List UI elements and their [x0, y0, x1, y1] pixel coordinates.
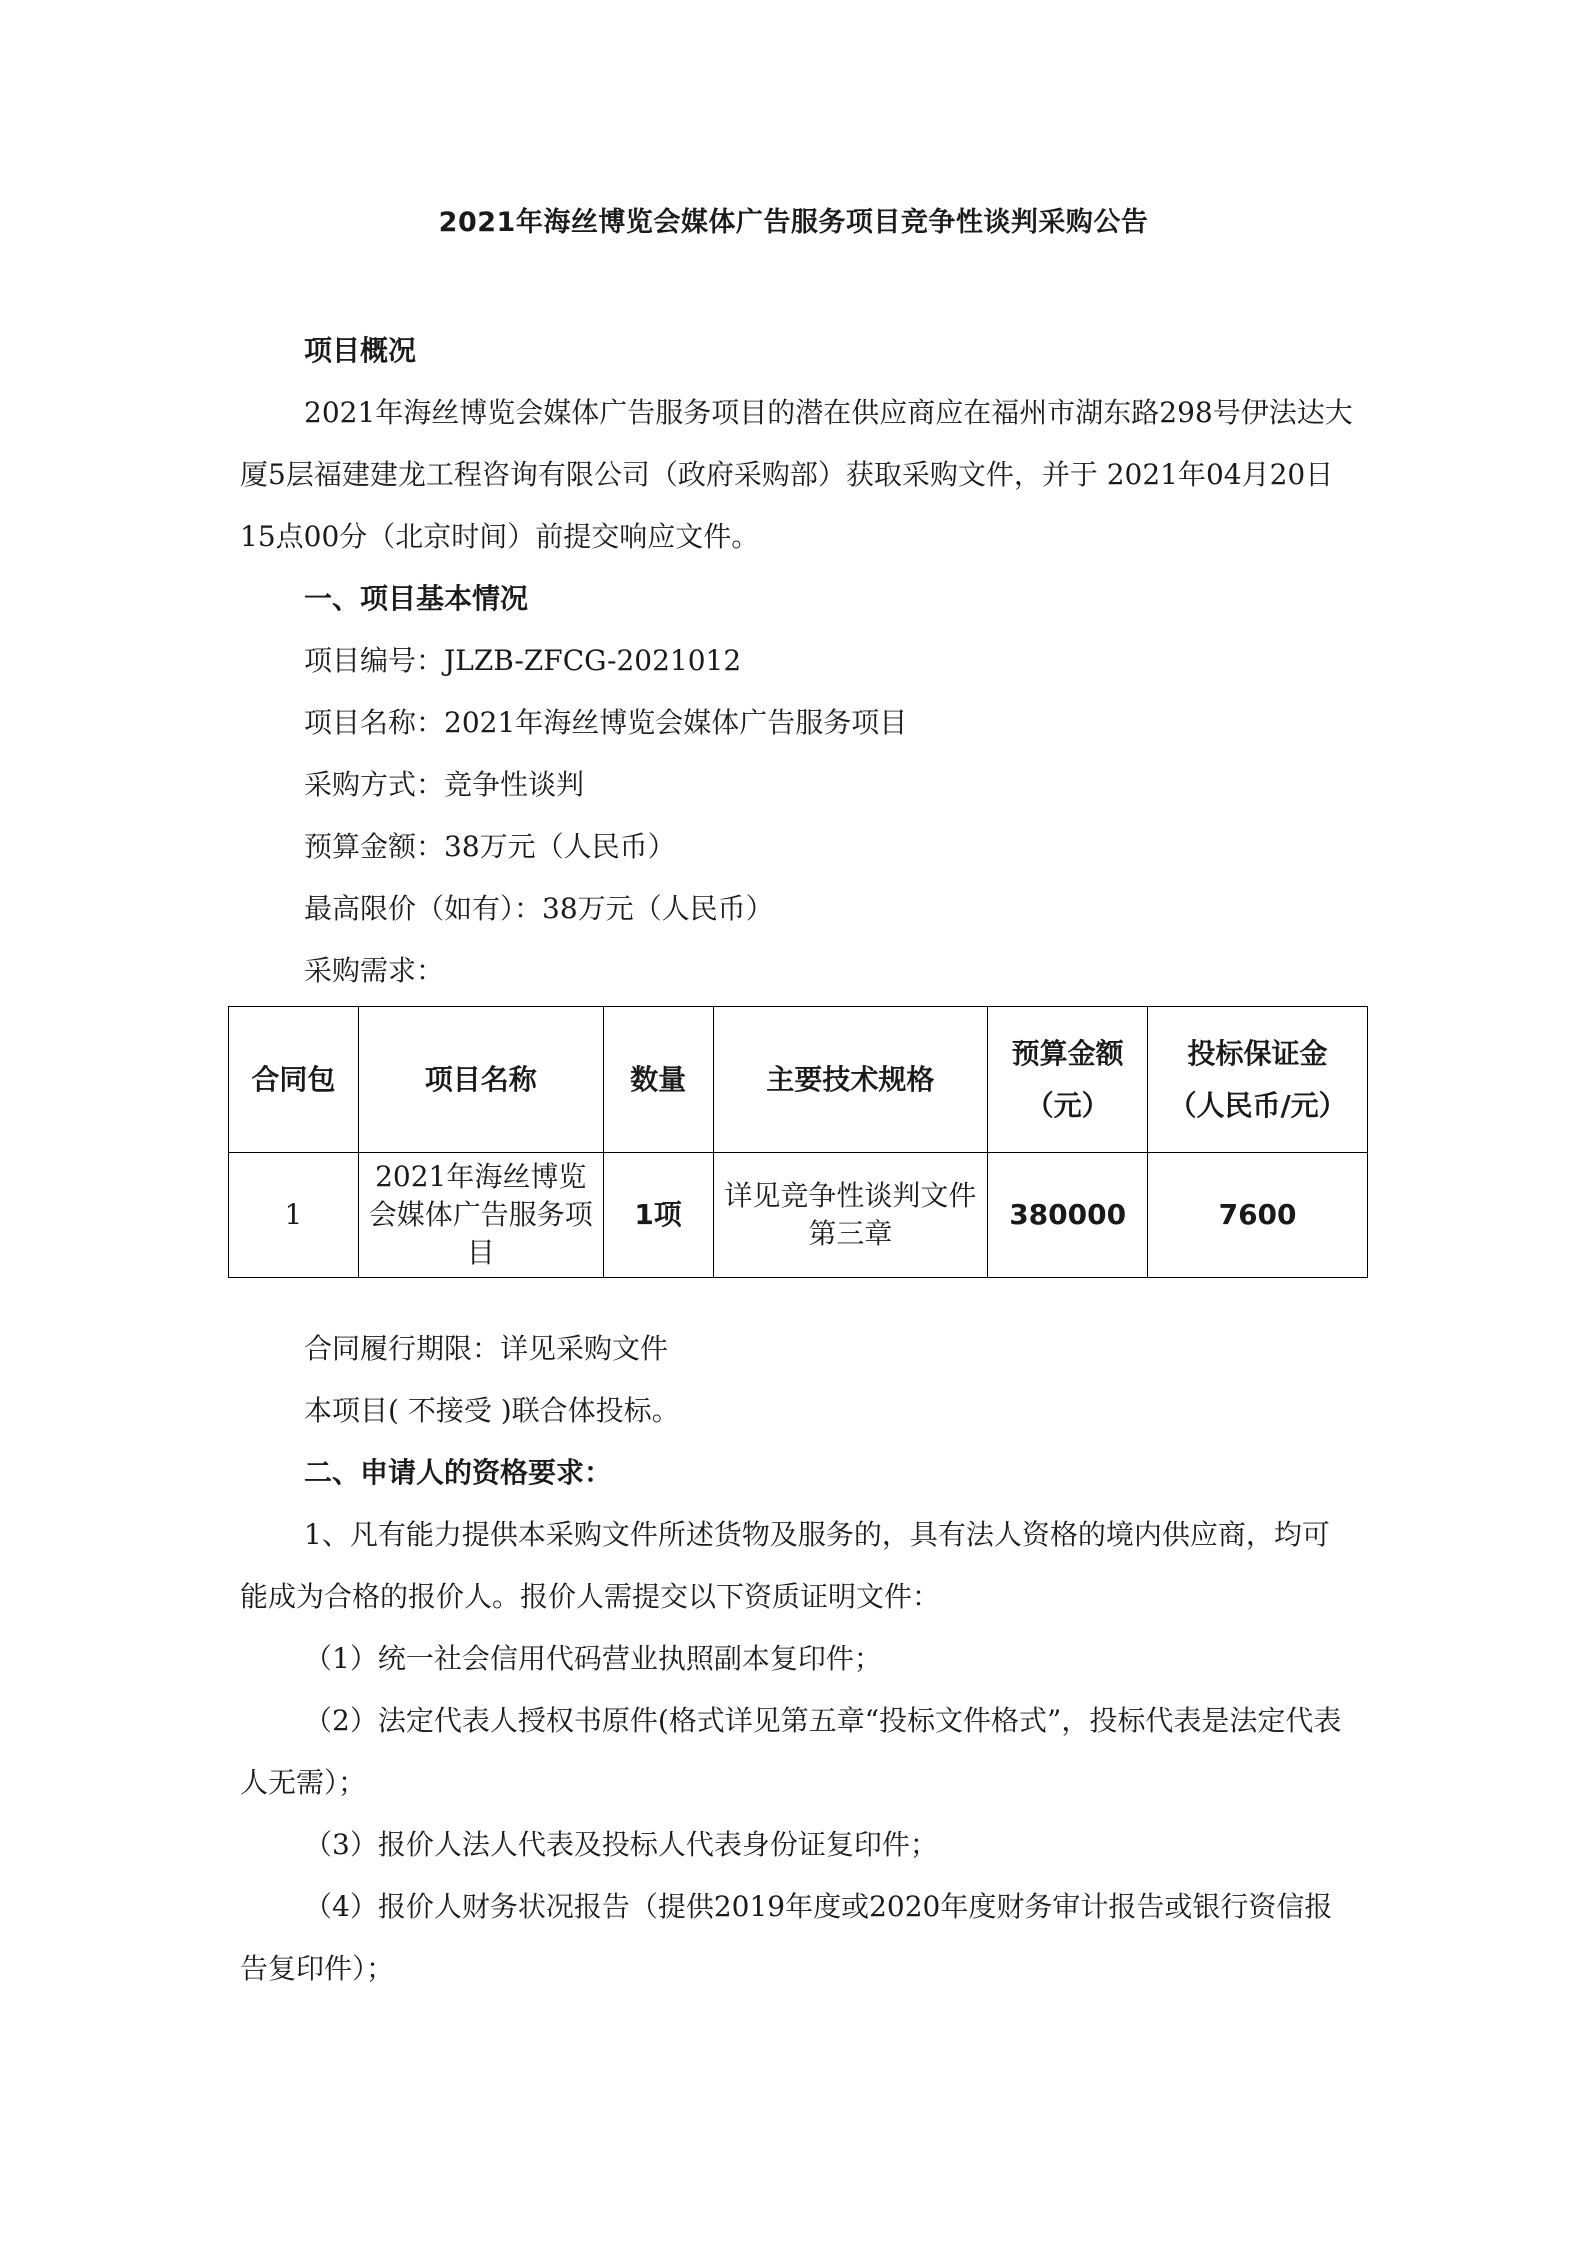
header-deposit-line1: 投标保证金 [1187, 1036, 1328, 1070]
table-row [229, 1153, 1368, 1278]
cell-budget: 380000 [988, 1153, 1148, 1278]
header-deposit [1148, 1007, 1368, 1153]
project-name: 项目名称：2021年海丝博览会媒体广告服务项目 [304, 706, 908, 739]
cell-deposit: 7600 [1148, 1153, 1368, 1278]
max-price: 最高限价（如有）：38万元（人民币） [304, 892, 774, 925]
list-item: （4）报价人财务状况报告（提供2019年度或2020年度财务审计报告或银行资信报告复印件）； [240, 1890, 1333, 1985]
demand-label: 采购需求： [304, 954, 445, 987]
header-deposit-line2: （人民币/元） [1168, 1088, 1347, 1122]
table-header-row [229, 1007, 1368, 1153]
section1-heading: 一、项目基本情况 [304, 582, 529, 615]
section2-heading: 二、申请人的资格要求： [304, 1456, 613, 1489]
list-item: （1）统一社会信用代码营业执照副本复印件； [304, 1642, 882, 1675]
header-qty: 数量 [603, 1007, 713, 1153]
requirements-table [228, 1006, 1368, 1278]
list-item: （2）法定代表人授权书原件(格式详见第五章“投标文件格式”，投标代表是法定代表人无需）； [240, 1704, 1342, 1799]
procurement-method: 采购方式：竞争性谈判 [304, 768, 585, 801]
header-name: 项目名称 [358, 1007, 603, 1153]
cell-package: 1 [229, 1153, 359, 1278]
cell-spec: 详见竞争性谈判文件第三章 [713, 1153, 988, 1278]
budget-amount: 预算金额：38万元（人民币） [304, 830, 676, 863]
consortium-note: 本项目( 不接受 )联合体投标。 [304, 1394, 680, 1427]
cell-name: 2021年海丝博览会媒体广告服务项目 [358, 1153, 603, 1278]
contract-period: 合同履行期限：详见采购文件 [304, 1332, 669, 1365]
list-item: （3）报价人法人代表及投标人代表身份证复印件； [304, 1828, 938, 1861]
header-budget [988, 1007, 1148, 1153]
header-spec: 主要技术规格 [713, 1007, 988, 1153]
header-budget-line1: 预算金额 [1011, 1036, 1124, 1070]
overview-text: 2021年海丝博览会媒体广告服务项目的潜在供应商应在福州市湖东路298号伊法达大厦5层福建建龙工程咨询有限公司（政府采购部）获取采购文件，并于 2021年04月20日 15点00分（北京时间）前提交响应文件。 [240, 396, 1353, 553]
document-body [240, 320, 1355, 2000]
project-number: 项目编号：JLZB-ZFCG-2021012 [304, 644, 742, 677]
page-title: 2021年海丝博览会媒体广告服务项目竞争性谈判采购公告 [438, 207, 1149, 238]
header-budget-line2: （元） [1025, 1088, 1110, 1122]
section2-intro: 1、凡有能力提供本采购文件所述货物及服务的，具有法人资格的境内供应商，均可能成为合格的报价人。报价人需提交以下资质证明文件： [240, 1518, 1330, 1613]
cell-qty: 1项 [603, 1153, 713, 1278]
header-package: 合同包 [229, 1007, 359, 1153]
overview-heading: 项目概况 [304, 334, 417, 367]
